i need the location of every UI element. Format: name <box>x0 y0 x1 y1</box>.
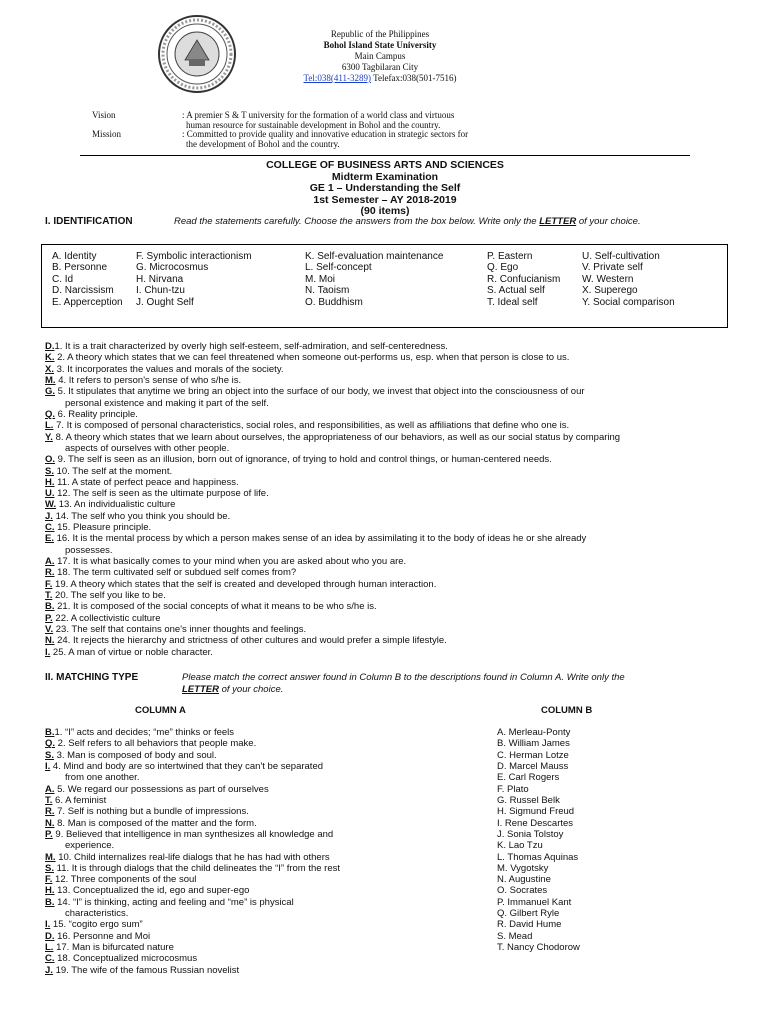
answer-letter: W. <box>45 499 57 511</box>
question-text: 6. A feminist <box>52 794 107 806</box>
question-item <box>45 750 405 761</box>
answer-letter: O. <box>45 454 56 466</box>
answer-letter: L. <box>45 942 54 954</box>
answer-letter: T. <box>45 590 53 602</box>
question-text: 9. The self is seen as an illusion, born out of ignorance, of trying to hold and control things, or human-centered needs. <box>55 454 552 466</box>
telephone-link[interactable]: Tel:038(411-3289) <box>303 73 372 83</box>
choice-option: J. Ought Self <box>136 296 194 308</box>
choice-option: R. Confucianism <box>487 273 561 285</box>
question-text: 23. The self that contains one's inner thoughts and feelings. <box>53 624 307 635</box>
university-name: Bohol Island State University <box>323 40 437 50</box>
question-item <box>45 477 735 488</box>
question-item <box>45 601 735 612</box>
question-continuation: aspects of ourselves with other people. <box>65 442 230 454</box>
answer-letter: S. <box>45 465 54 477</box>
question-item <box>45 511 735 522</box>
city-line: 6300 Tagbilaran City <box>341 62 419 72</box>
section-matching-title: II. MATCHING TYPE <box>45 672 139 683</box>
exam-type: Midterm Examination <box>331 170 439 183</box>
question-item <box>45 727 405 738</box>
exam-title-block <box>200 160 570 218</box>
question-text: 16. Personne and Moi <box>54 930 151 942</box>
question-item <box>45 635 735 646</box>
column-b-option: G. Russel Belk <box>497 794 560 806</box>
question-text: 1. It is a trait characterized by overly high self-esteem, self-admiration, and self-centeredness. <box>54 341 448 352</box>
question-continuation: from one another. <box>65 772 140 784</box>
choice-option: E. Apperception <box>52 296 123 308</box>
header-divider <box>80 155 690 156</box>
answer-letter: A. <box>45 783 55 795</box>
answer-letter: M. <box>45 851 56 863</box>
question-text: 4. It refers to person's sense of who s/he is. <box>55 374 242 386</box>
course-title: GE 1 – Understanding the Self <box>309 182 461 194</box>
answer-letter: B. <box>45 601 55 613</box>
question-text: 13. An individualistic culture <box>56 499 176 511</box>
answer-letter: J. <box>45 964 53 976</box>
instruction-text: Please match the correct answer found in Column B to the descriptions found in Column A. Write only the <box>182 672 625 683</box>
question-item <box>45 386 735 409</box>
answer-letter: H. <box>45 885 55 897</box>
question-item <box>45 567 735 578</box>
question-text: 8. Man is composed of the matter and the form. <box>54 817 257 829</box>
question-item <box>45 852 405 863</box>
column-b-option: O. Socrates <box>497 885 548 897</box>
answer-letter: V. <box>45 624 54 635</box>
choice-option: M. Moi <box>305 273 335 285</box>
question-item <box>45 738 405 749</box>
question-item <box>45 420 735 431</box>
question-continuation: characteristics. <box>65 908 129 920</box>
answer-letter: N. <box>45 817 55 829</box>
mission-block <box>92 129 512 151</box>
question-text: 17. Man is bifurcated nature <box>53 942 174 954</box>
question-text: 2. Self refers to all behaviors that people make. <box>55 738 257 750</box>
answer-letter: J. <box>45 510 53 522</box>
choice-option: H. Nirvana <box>136 273 184 285</box>
answer-letter: K. <box>45 352 55 364</box>
answer-letter: N. <box>45 635 55 647</box>
column-b-option: I. Rene Descartes <box>497 817 574 829</box>
question-item <box>45 613 735 624</box>
question-item <box>45 488 735 499</box>
question-text: 3. It incorporates the values and morals of the society. <box>53 363 284 375</box>
choice-option: X. Superego <box>582 285 638 297</box>
answer-letter: D. <box>45 341 55 352</box>
question-text: 24. It rejects the hierarchy and strictness of other cultures and would prefer a simple lifestyle. <box>54 635 447 647</box>
answer-letter: U. <box>45 488 55 500</box>
answer-letter: Q. <box>45 738 56 750</box>
question-item <box>45 874 405 885</box>
question-text: 20. The self you like to be. <box>52 590 166 602</box>
column-b-option: A. Merleau-Ponty <box>497 727 571 738</box>
question-text: 2. A theory which states that we can feel threatened when someone out-performs us, esp. when that person is close to us. <box>54 352 570 364</box>
choice-option: G. Microcosmus <box>136 262 209 274</box>
question-text: 12. The self is seen as the ultimate purpose of life. <box>54 488 269 500</box>
vision-line: : A premier S & T university for the formation of a world class and virtuous <box>182 110 455 120</box>
answer-letter: T. <box>45 794 53 806</box>
section-identification-title: I. IDENTIFICATION <box>45 216 133 227</box>
question-text: 7. It is composed of personal characteristics, social roles, and responsibilities, as well as affiliations that define who one is. <box>53 420 570 432</box>
question-continuation: personal existence and making it part of the self. <box>65 397 269 409</box>
question-item <box>45 533 735 556</box>
column-b-option: F. Plato <box>497 783 529 795</box>
answer-letter: R. <box>45 567 55 579</box>
mission-label: Mission <box>92 129 122 139</box>
column-b-option: R. David Hume <box>497 919 562 931</box>
question-text: 18. Conceptualized microcosmus <box>54 953 198 965</box>
question-item <box>45 624 735 635</box>
question-item <box>45 919 405 930</box>
question-text: 13. Conceptualized the id, ego and super-ego <box>54 885 250 897</box>
choice-option: U. Self-cultivation <box>582 251 660 262</box>
choice-option: K. Self-evaluation maintenance <box>305 251 444 262</box>
vision-label: Vision <box>92 110 116 120</box>
question-text: 4. Mind and body are so intertwined that they can't be separated <box>50 760 324 772</box>
question-item <box>45 556 735 567</box>
question-text: 18. The term cultivated self or subdued self comes from? <box>54 567 297 579</box>
choice-option: C. Id <box>52 273 74 285</box>
answer-letter: B. <box>45 896 55 908</box>
question-item <box>45 522 735 533</box>
question-item <box>45 965 405 976</box>
question-item <box>45 579 735 590</box>
telefax-text: Telefax:038(501-7516) <box>371 73 457 83</box>
campus-name: Main Campus <box>354 51 406 61</box>
item-count: (90 items) <box>360 205 410 217</box>
answer-letter: F. <box>45 578 53 590</box>
choice-option: S. Actual self <box>487 285 545 297</box>
question-text: 10. The self at the moment. <box>53 465 173 477</box>
vision-line: human resource for sustainable development in Bohol and the country. <box>186 120 441 130</box>
question-item <box>45 942 405 953</box>
question-text: 10. Child internalizes real-life dialogs that he has had with others <box>55 851 330 863</box>
column-b-option: N. Augustine <box>497 874 551 886</box>
answer-letter: L. <box>45 420 54 432</box>
choice-option: O. Buddhism <box>305 296 363 308</box>
choice-option: N. Taoism <box>305 285 350 297</box>
question-item <box>45 761 405 784</box>
column-b-option: E. Carl Rogers <box>497 772 560 784</box>
choice-option: P. Eastern <box>487 251 533 262</box>
choice-option: F. Symbolic interactionism <box>136 251 252 262</box>
question-item <box>45 409 735 420</box>
question-text: 21. It is composed of the social concepts of what it means to be who s/he is. <box>54 601 377 613</box>
answer-letter: A. <box>45 556 55 568</box>
instruction-emphasis: LETTER <box>182 684 219 695</box>
answer-letter: E. <box>45 533 54 545</box>
question-text: 16. It is the mental process by which a person makes sense of an idea by assimilating it to the body of ideas he or she already <box>53 533 587 545</box>
choice-option: B. Personne <box>52 262 108 274</box>
mission-text <box>182 129 512 149</box>
question-item <box>45 953 405 964</box>
question-item <box>45 590 735 601</box>
choice-option: Q. Ego <box>487 262 519 274</box>
answer-letter: I. <box>45 919 51 931</box>
answer-letter: H. <box>45 476 55 488</box>
question-text: 3. Man is composed of body and soul. <box>53 749 217 761</box>
question-text: 9. Believed that intelligence in man synthesizes all knowledge and <box>52 828 334 840</box>
column-b-option: M. Vygotsky <box>497 862 549 874</box>
question-text: 11. It is through dialogs that the child delineates the “I” from the rest <box>53 862 341 874</box>
question-text: 6. Reality principle. <box>55 408 138 420</box>
column-b-option: D. Marcel Mauss <box>497 760 569 772</box>
question-text: 5. It stipulates that anytime we bring an object into the surface of our body, we invest that object into the consciousness of our <box>55 386 585 398</box>
question-item <box>45 931 405 942</box>
choice-option: L. Self-concept <box>305 262 372 274</box>
answer-letter: I. <box>45 760 51 772</box>
answer-letter: G. <box>45 386 56 398</box>
question-item <box>45 364 735 375</box>
choice-option: T. Ideal self <box>487 296 538 308</box>
question-text: 1. “I” acts and decides; “me” thinks or feels <box>54 727 235 738</box>
answer-letter: P. <box>45 612 53 624</box>
identification-instructions <box>174 216 734 228</box>
column-b-option: S. Mead <box>497 930 533 942</box>
contact-line <box>250 73 510 84</box>
answer-letter: C. <box>45 953 55 965</box>
question-item <box>45 375 735 386</box>
college-name: COLLEGE OF BUSINESS ARTS AND SCIENCES <box>266 159 504 171</box>
column-b-option: C. Herman Lotze <box>497 749 569 761</box>
question-text: 5. We regard our possessions as part of ourselves <box>54 783 269 795</box>
question-item <box>45 863 405 874</box>
answer-letter: P. <box>45 828 53 840</box>
question-item <box>45 352 735 363</box>
question-text: 14. “I” is thinking, acting and feeling and “me” is physical <box>54 896 294 908</box>
question-continuation: experience. <box>65 840 115 852</box>
question-item <box>45 829 405 852</box>
answer-letter: D. <box>45 930 55 942</box>
question-item <box>45 806 405 817</box>
column-b-option: L. Thomas Aquinas <box>497 851 579 863</box>
column-b-option: P. Immanuel Kant <box>497 896 572 908</box>
column-a-header: COLUMN A <box>135 705 186 716</box>
choice-option: W. Western <box>582 273 634 285</box>
university-seal-logo <box>157 14 237 94</box>
mission-line: the development of Bohol and the country. <box>186 139 340 149</box>
question-item <box>45 454 735 465</box>
question-text: 19. The wife of the famous Russian novelist <box>52 964 240 976</box>
choice-option: D. Narcissism <box>52 285 114 297</box>
question-continuation: possesses. <box>65 544 113 556</box>
question-text: 22. A collectivistic culture <box>52 612 161 624</box>
vision-text <box>182 110 512 130</box>
answer-letter: F. <box>45 874 53 886</box>
column-b-option: H. Sigmund Freud <box>497 806 575 818</box>
question-item <box>45 466 735 477</box>
question-text: 11. A state of perfect peace and happiness. <box>54 476 239 488</box>
question-item <box>45 499 735 510</box>
column-b-option: T. Nancy Chodorow <box>497 942 580 954</box>
question-text: 8. A theory which states that we learn about ourselves, the appropriateness of our behaviors, as well as our social status by comparing <box>52 431 621 443</box>
answer-letter: C. <box>45 522 55 534</box>
answer-letter: S. <box>45 749 54 761</box>
matching-instructions <box>182 672 727 696</box>
column-b-option: J. Sonia Tolstoy <box>497 828 564 840</box>
instruction-emphasis: LETTER <box>539 216 577 227</box>
question-text: 7. Self is nothing but a bundle of impressions. <box>54 806 249 818</box>
mission-line: : Committed to provide quality and innovative education in strategic sectors for <box>182 129 469 139</box>
column-b-header: COLUMN B <box>541 705 593 716</box>
answer-letter: Q. <box>45 408 56 420</box>
answer-letter: R. <box>45 806 55 818</box>
instruction-text: of your choice. <box>576 216 641 227</box>
letterhead <box>250 29 510 84</box>
choice-option: Y. Social comparison <box>582 296 675 308</box>
choice-option: A. Identity <box>52 251 97 262</box>
choice-option: I. Chun-tzu <box>136 285 185 297</box>
instruction-text: of your choice. <box>218 684 284 695</box>
instruction-text: Read the statements carefully. Choose the answers from the box below. Write only the <box>174 216 540 227</box>
answer-letter: X. <box>45 363 54 375</box>
question-item <box>45 795 405 806</box>
column-b-option: Q. Gilbert Ryle <box>497 908 560 920</box>
question-text: 17. It is what basically comes to your mind when you are asked about who you are. <box>54 556 407 568</box>
column-b-option: K. Lao Tzu <box>497 840 543 852</box>
question-text: 25. A man of virtue or noble character. <box>50 646 213 658</box>
question-text: 15. “cogito ergo sum” <box>50 919 143 931</box>
answer-letter: Y. <box>45 431 53 443</box>
question-item <box>45 341 735 352</box>
question-item <box>45 432 735 455</box>
choice-option: V. Private self <box>582 262 643 274</box>
answer-letter: B. <box>45 727 55 738</box>
answer-letter: S. <box>45 862 54 874</box>
answer-letter: M. <box>45 374 56 386</box>
answer-letter: I. <box>45 646 51 658</box>
question-item <box>45 885 405 896</box>
question-text: 14. The self who you think you should be. <box>52 510 231 522</box>
question-item <box>45 784 405 795</box>
question-text: 19. A theory which states that the self is created and developed through human interaction. <box>52 578 437 590</box>
question-text: 15. Pleasure principle. <box>54 522 152 534</box>
question-item <box>45 818 405 829</box>
semester: 1st Semester – AY 2018-2019 <box>313 193 457 206</box>
republic-line: Republic of the Philippines <box>330 29 430 39</box>
question-item <box>45 647 735 658</box>
column-b-option: B. William James <box>497 738 570 750</box>
question-item <box>45 897 405 920</box>
question-text: 12. Three components of the soul <box>52 874 197 886</box>
